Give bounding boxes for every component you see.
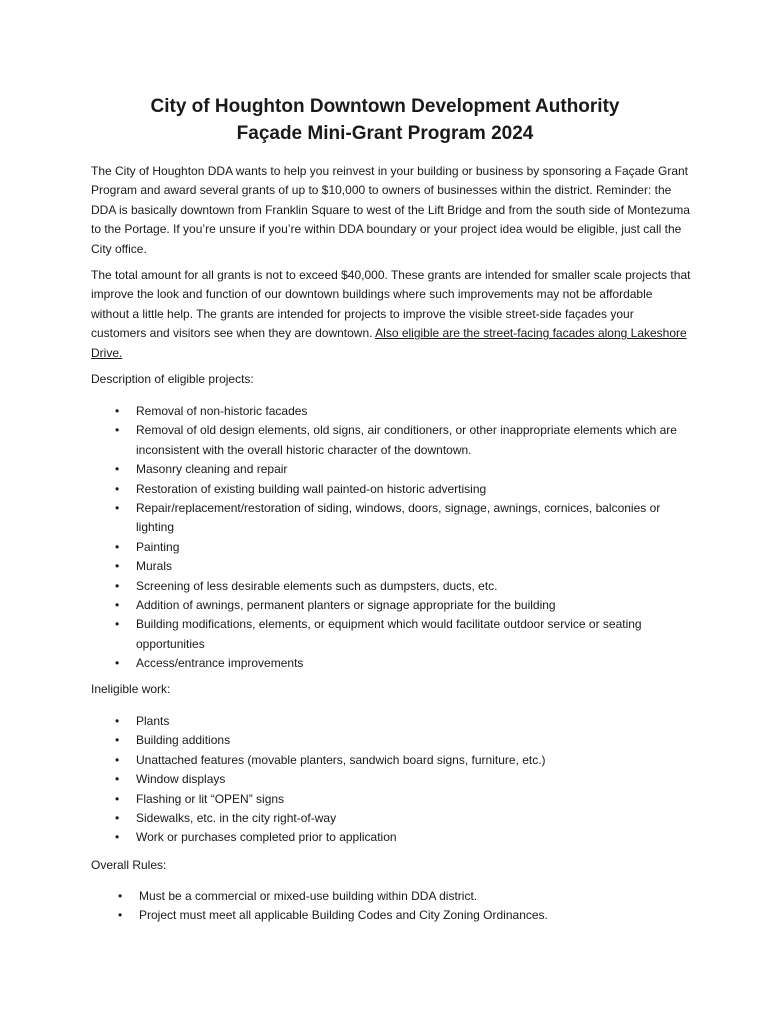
list-item: [115, 654, 696, 673]
bullet-icon: •: [118, 889, 123, 903]
list-item: [115, 557, 696, 576]
bullet-icon: •: [115, 791, 120, 806]
bullet-icon: •: [115, 539, 120, 554]
list-item: [115, 828, 696, 847]
bullet-icon: •: [115, 714, 120, 728]
list-item-text: Access/entrance improvements: [136, 656, 304, 671]
list-item-text: Masonry cleaning and repair: [136, 462, 288, 477]
eligible-projects-list: [115, 402, 696, 674]
list-item: [115, 751, 696, 770]
ineligible-work-heading: Ineligible work:: [91, 682, 171, 696]
bullet-icon: •: [115, 501, 120, 516]
list-item-text: Building modifications, elements, or equipment which would facilitate outdoor service or seating opportunities: [136, 617, 642, 651]
document-title-line-2: Façade Mini-Grant Program 2024: [236, 123, 534, 144]
list-item-text: Painting: [136, 539, 180, 554]
document-title-line-1: City of Houghton Downtown Development Authority: [150, 96, 620, 117]
list-item: [115, 480, 696, 499]
list-item: [118, 887, 699, 906]
bullet-icon: •: [115, 481, 120, 496]
list-item-text: Removal of old design elements, old signs, air conditioners, or other inappropriate elements which are inconsistent with the overall historic character of the downtown.: [136, 423, 677, 457]
bullet-icon: •: [115, 752, 120, 767]
grant-amount-text: The total amount for all grants is not to exceed $40,000. These grants are intended for smaller scale projects that improve the look and function of our downtown buildings where such improvements may not be affordable without a little help. The grants are intended for projects to improve the visible street-side façades your customers and visitors see when they are downtown.: [91, 268, 691, 341]
bullet-icon: •: [115, 772, 120, 787]
bullet-icon: •: [115, 811, 120, 826]
list-item-text: Flashing or lit “OPEN” signs: [136, 791, 285, 806]
intro-paragraph: The City of Houghton DDA wants to help you reinvest in your building or business by sponsoring a Façade Grant Program and award several grants of up to $10,000 to owners of businesses within the district. Reminder: the DDA is basically downtown from Franklin Square to west of the Lift Bridge and from the south side of Montezuma to the Portage. If you’re unsure if you’re within DDA boundary or your project idea would be eligible, just call the City office.: [91, 164, 690, 256]
bullet-icon: •: [115, 404, 120, 418]
bullet-icon: •: [115, 830, 120, 845]
list-item-text: Unattached features (movable planters, sandwich board signs, furniture, etc.): [136, 752, 546, 767]
list-item-text: Building additions: [136, 733, 231, 748]
grant-amount-paragraph: [91, 266, 691, 363]
bullet-icon: •: [115, 559, 120, 574]
list-item: [115, 402, 696, 421]
list-item: [115, 460, 696, 479]
list-item-text: Addition of awnings, permanent planters or signage appropriate for the building: [136, 598, 556, 613]
list-item-text: Window displays: [136, 772, 226, 787]
bullet-icon: •: [115, 656, 120, 671]
overall-rules-heading: Overall Rules:: [91, 858, 167, 872]
bullet-icon: •: [115, 578, 120, 593]
list-item-text: Murals: [136, 559, 173, 574]
list-item-text: Sidewalks, etc. in the city right-of-way: [136, 811, 337, 826]
list-item: [115, 615, 696, 654]
list-item-text: Must be a commercial or mixed-use building within DDA district.: [139, 889, 478, 903]
list-item-text: Work or purchases completed prior to application: [136, 830, 397, 845]
list-item: [115, 712, 696, 731]
list-item: [115, 421, 696, 460]
list-item-text: Repair/replacement/restoration of siding, windows, doors, signage, awnings, cornices, balconies or lighting: [136, 501, 661, 535]
bullet-icon: •: [115, 598, 120, 613]
list-item: [115, 577, 696, 596]
list-item-text: Screening of less desirable elements such as dumpsters, ducts, etc.: [136, 578, 498, 593]
eligible-projects-heading: Description of eligible projects:: [91, 372, 254, 386]
bullet-icon: •: [118, 908, 123, 923]
list-item: [118, 906, 699, 925]
lakeshore-eligibility-note: Also eligible are the street-facing facades along Lakeshore Drive.: [91, 326, 687, 360]
list-item: [115, 731, 696, 750]
list-item: [115, 790, 696, 809]
list-item: [115, 770, 696, 789]
list-item-text: Plants: [136, 714, 170, 728]
bullet-icon: •: [115, 617, 120, 632]
list-item-text: Removal of non-historic facades: [136, 404, 308, 418]
bullet-icon: •: [115, 462, 120, 477]
bullet-icon: •: [115, 423, 120, 438]
list-item-text: Restoration of existing building wall painted-on historic advertising: [136, 481, 487, 496]
list-item: [115, 499, 696, 538]
list-item: [115, 538, 696, 557]
bullet-icon: •: [115, 733, 120, 748]
list-item-text: Project must meet all applicable Building Codes and City Zoning Ordinances.: [139, 908, 548, 923]
ineligible-work-list: [115, 712, 696, 848]
list-item: [115, 596, 696, 615]
overall-rules-list: [118, 887, 699, 926]
list-item: [115, 809, 696, 828]
